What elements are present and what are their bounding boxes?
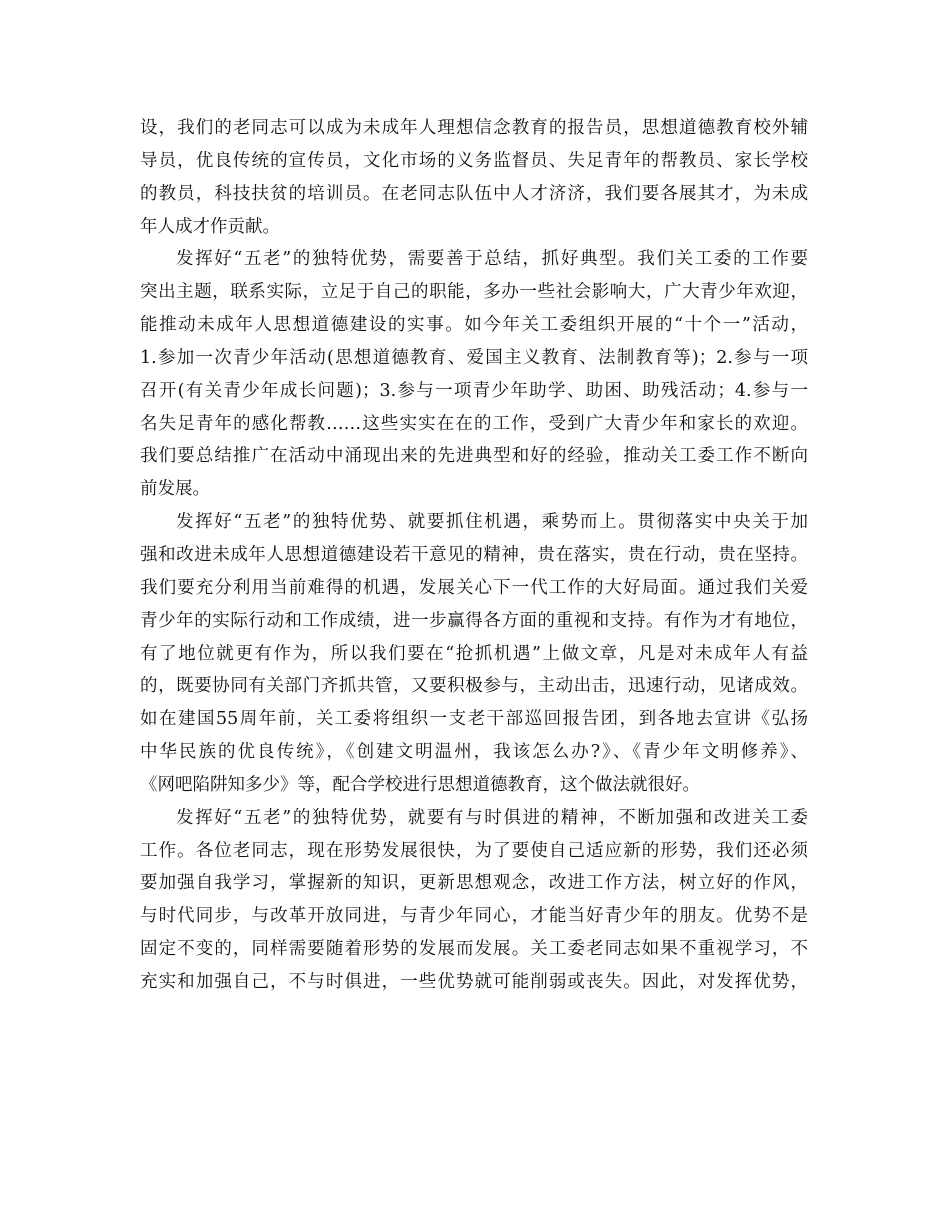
document-page (140, 112, 808, 999)
text-line: 的，既要协同有关部门齐抓共管，又要积极参与，主动出击，迅速行动，见诸成效。 (140, 676, 808, 697)
text-line: 我们要总结推广在活动中涌现出来的先进典型和好的经验，推动关工委工作不断向 (140, 446, 808, 467)
text-line: 与时代同步，与改革开放同进，与青少年同心，才能当好青少年的朋友。优势不是 (140, 906, 808, 927)
paragraph-3 (140, 506, 808, 802)
text-line: 发挥好“五老”的独特优势、就要抓住机遇，乘势而上。贯彻落实中央关于加 (176, 512, 808, 533)
text-line: 要加强自我学习，掌握新的知识，更新思想观念，改进工作方法，树立好的作风， (140, 873, 808, 894)
text-line: 年人成才作贡献。 (140, 216, 280, 237)
text-line: 1.参加一次青少年活动(思想道德教育、爱国主义教育、法制教育等)；2.参与一项 (140, 347, 808, 368)
text-line: 设，我们的老同志可以成为未成年人理想信念教育的报告员，思想道德教育校外辅 (140, 118, 808, 138)
text-line: 工作。各位老同志，现在形势发展很快，为了要使自己适应新的形势，我们还必须 (140, 840, 808, 861)
text-line: 名失足青年的感化帮教……这些实实在在的工作，受到广大青少年和家长的欢迎。 (140, 413, 808, 434)
text-line: 前发展。 (140, 479, 210, 500)
text-line: 我们要充分利用当前难得的机遇，发展关心下一代工作的大好局面。通过我们关爱 (140, 577, 808, 598)
text-line: 发挥好“五老”的独特优势，需要善于总结，抓好典型。我们关工委的工作要 (176, 249, 808, 270)
text-line: 发挥好“五老”的独特优势，就要有与时俱进的精神，不断加强和改进关工委 (176, 807, 808, 828)
text-line: 固定不变的，同样需要随着形势的发展而发展。关工委老同志如果不重视学习，不 (140, 939, 808, 960)
text-line: 的教员，科技扶贫的培训员。在老同志队伍中人才济济，我们要各展其才，为未成 (140, 183, 808, 204)
text-line: 导员，优良传统的宣传员，文化市场的义务监督员、失足青年的帮教员、家长学校 (140, 150, 808, 171)
paragraph-4 (140, 802, 808, 999)
text-line: 如在建国55周年前，关工委将组织一支老干部巡回报告团，到各地去宣讲《弘扬 (140, 709, 808, 730)
text-line: 强和改进未成年人思想道德建设若干意见的精神，贵在落实，贵在行动，贵在坚持。 (140, 544, 808, 565)
text-line: 充实和加强自己，不与时俱进，一些优势就可能削弱或丧失。因此，对发挥优势， (140, 971, 808, 992)
text-line: 能推动未成年人思想道德建设的实事。如今年关工委组织开展的“十个一”活动， (140, 315, 808, 336)
text-line: 青少年的实际行动和工作成绩，进一步赢得各方面的重视和支持。有作为才有地位， (140, 610, 808, 631)
text-line: 召开(有关青少年成长问题)；3.参与一项青少年助学、助困、助残活动；4.参与一 (140, 380, 808, 401)
text-line: 中华民族的优良传统》，《创建文明温州，我该怎么办?》、《青少年文明修养》、 (140, 742, 808, 763)
paragraph-1 (140, 112, 808, 243)
paragraph-2 (140, 243, 808, 506)
text-line: 有了地位就更有作为，所以我们要在“抢抓机遇”上做文章，凡是对未成年人有益 (140, 643, 808, 664)
text-line: 《网吧陷阱知多少》等，配合学校进行思想道德教育，这个做法就很好。 (140, 774, 700, 795)
text-line: 突出主题，联系实际，立足于自己的职能，多办一些社会影响大，广大青少年欢迎， (140, 282, 808, 303)
